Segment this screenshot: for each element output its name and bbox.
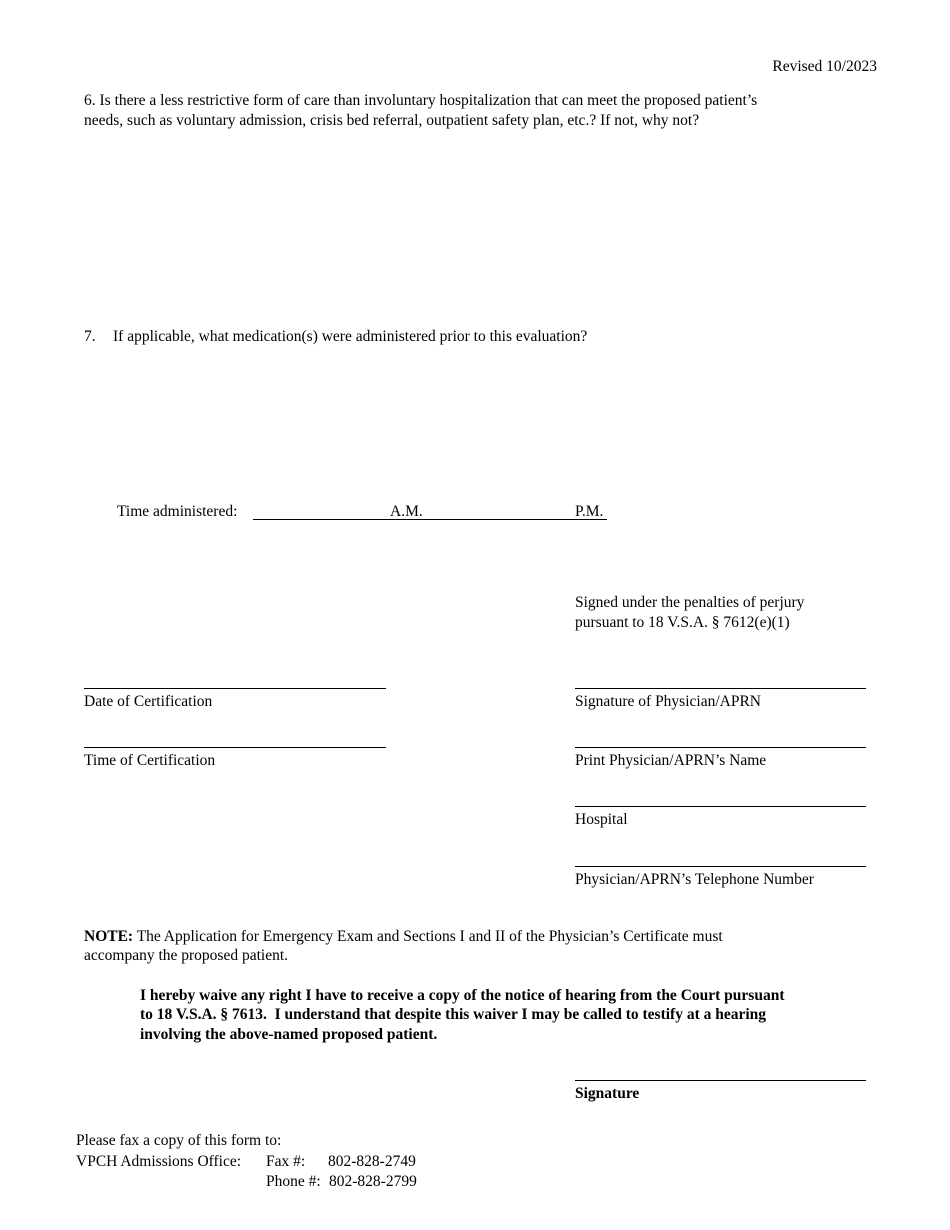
question-6-line-2: needs, such as voluntary admission, crisis bed referral, outpatient safety plan, etc.? If not, why not? <box>84 112 700 129</box>
physician-telephone-label: Physician/APRN’s Telephone Number <box>575 871 814 888</box>
pm-label: P.M. <box>575 503 604 520</box>
time-administered-label: Time administered: <box>117 503 238 520</box>
physician-print-name-line[interactable] <box>575 747 866 748</box>
physician-signature-label: Signature of Physician/APRN <box>575 693 761 710</box>
time-of-certification-line[interactable] <box>84 747 386 748</box>
fax-office-label: VPCH Admissions Office: <box>76 1153 242 1170</box>
time-of-certification-label: Time of Certification <box>84 752 216 769</box>
revised-date: Revised 10/2023 <box>772 58 877 75</box>
hospital-line[interactable] <box>575 806 866 807</box>
waiver-signature-line[interactable] <box>575 1080 866 1081</box>
question-7-text: If applicable, what medication(s) were administered prior to this evaluation? <box>113 328 588 345</box>
question-7-answer-area[interactable] <box>84 350 866 490</box>
hospital-label: Hospital <box>575 811 628 828</box>
note-line-2: accompany the proposed patient. <box>84 947 289 964</box>
question-7-number: 7. <box>84 328 96 345</box>
am-label: A.M. <box>390 503 423 520</box>
phone-number: 802-828-2799 <box>329 1173 417 1190</box>
physician-print-name-label: Print Physician/APRN’s Name <box>575 752 767 769</box>
perjury-statement-line-2: pursuant to 18 V.S.A. § 7612(e)(1) <box>575 614 790 631</box>
waiver-line-1: I hereby waive any right I have to receive a copy of the notice of hearing from the Court pursuant <box>140 987 785 1004</box>
fax-number: 802-828-2749 <box>328 1153 416 1170</box>
time-administered-am-field[interactable] <box>253 502 388 520</box>
phone-number-label: Phone #: <box>266 1173 321 1190</box>
fax-intro: Please fax a copy of this form to: <box>76 1132 282 1149</box>
waiver-line-2: to 18 V.S.A. § 7613. I understand that despite this waiver I may be called to testify at a hearing <box>140 1006 767 1023</box>
perjury-statement-line-1: Signed under the penalties of perjury <box>575 594 805 611</box>
physician-telephone-line[interactable] <box>575 866 866 867</box>
fax-number-label: Fax #: <box>266 1153 306 1170</box>
note-prefix: NOTE: <box>84 928 134 945</box>
physician-signature-line[interactable] <box>575 688 866 689</box>
date-of-certification-label: Date of Certification <box>84 693 213 710</box>
note-line-1 <box>84 927 723 946</box>
note-text: The Application for Emergency Exam and Sections I and II of the Physician’s Certificate must <box>133 928 723 945</box>
question-6-answer-area[interactable] <box>84 134 866 314</box>
question-6-line-1: 6. Is there a less restrictive form of care than involuntary hospitalization that can meet the proposed patient’s <box>84 92 758 109</box>
date-of-certification-line[interactable] <box>84 688 386 689</box>
waiver-signature-label: Signature <box>575 1085 640 1102</box>
waiver-line-3: involving the above-named proposed patient. <box>140 1026 438 1043</box>
time-administered-pm-field[interactable] <box>428 502 573 520</box>
